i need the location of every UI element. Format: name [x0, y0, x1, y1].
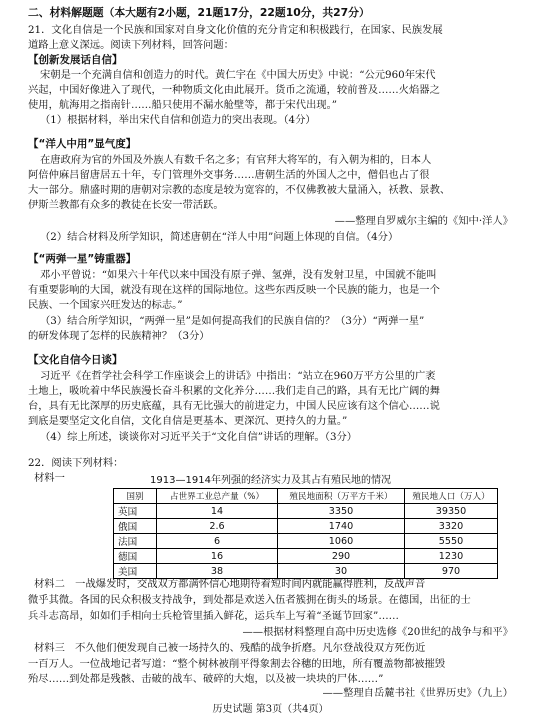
question-1: （1）根据材料，举出宋代自信和创造力的突出表现。（4分） [40, 114, 316, 126]
cell-pop: 5550 [405, 534, 498, 549]
table-row [114, 534, 498, 549]
block-2-source: ——整理自罗威尔主编的《知中·洋人》 [334, 215, 513, 227]
cell-industry: 14 [157, 504, 278, 519]
cell-area: 1740 [278, 519, 405, 534]
block-4-text-line-1: 习近平《在哲学社会科学工作座谈会上的讲话》中指出：“站立在960万平方公里的广袤 [40, 370, 436, 382]
material-3-line-1: 材料三 不久他们便发现自己被一场持久的、残酷的战争折磨。凡尔登战役双方死伤近 [34, 642, 426, 654]
col-header-colony-pop: 殖民地人口（万人） [405, 489, 498, 504]
block-1-text-line-2: 兴起，中国好像进入了现代，一种物质文化由此展开。货币之流通，较前普及……火焰器之 [28, 84, 440, 96]
cell-country: 美国 [114, 564, 157, 579]
cell-area: 290 [278, 549, 405, 564]
cell-industry: 38 [157, 564, 278, 579]
block-title-culture-today: 【文化自信今日谈】 [28, 354, 123, 366]
q21-intro-line-1: 21．文化自信是一个民族和国家对自身文化价值的充分肯定和积极践行，在国家、民族发展 [28, 24, 443, 36]
cell-pop: 3320 [405, 519, 498, 534]
cell-area: 1060 [278, 534, 405, 549]
question-4: （4）综上所述，谈谈你对习近平关于“文化自信”讲话的理解。（3分） [40, 431, 358, 443]
block-2-text-line-1: 在唐政府为官的外国及外族人有数千名之多；有官拜大将军的，有入朝为相的，日本人 [40, 154, 432, 166]
block-3-text-line-1: 邓小平曾说：“如果六十年代以来中国没有原子弹、氢弹，没有发射卫星，中国就不能叫 [40, 269, 437, 281]
cell-industry: 6 [157, 534, 278, 549]
page-footer: 历史试题 第3页（共4页） [212, 704, 329, 715]
q21-intro-line-2: 道路上意义深远。阅读下列材料，回答问题： [28, 39, 234, 51]
cell-industry: 16 [157, 549, 278, 564]
material-2-line-3: 兵斗志高昂，如如们手相向士兵枪管里插入鲜花，运兵车上写着“圣诞节回家”…… [28, 610, 399, 622]
block-4-text-line-3: 台，具有无比深厚的历史底蕴，具有无比强大的前进定力，中国人民应该有这个信心……说 [28, 400, 440, 412]
block-3-text-line-3: 民族、一个国家兴旺发达的标志。” [28, 299, 183, 311]
col-header-country: 国别 [114, 489, 157, 504]
cell-country: 英国 [114, 504, 157, 519]
cell-pop: 1230 [405, 549, 498, 564]
material-3-source: ——整理自岳麓书社《世界历史》（九上） [322, 687, 513, 699]
block-2-text-line-3: 大一部分。鼎盛时期的唐朝对宗教的态度是较为宽容的，不仅佛教被大量涌入，袄教、景教、 [28, 184, 451, 196]
question-3-line-1: （3）结合所学知识，“两弹一星”是如何提高我们的民族自信的？（3分）“两弹一星” [40, 315, 425, 327]
block-2-text-line-4: 伊斯兰教都有众多的教徒在长安一带活跃。 [28, 199, 224, 211]
colony-table [113, 488, 498, 579]
cell-country: 法国 [114, 534, 157, 549]
cell-pop: 970 [405, 564, 498, 579]
block-title-foreigners: 【“洋人中用”显气度】 [28, 138, 137, 150]
material-3-line-2: 一百万人。一位战地记者写道：“整个树林被削平得象割去谷穗的田地，所有覆盖物都被摧毁 [28, 658, 446, 670]
col-header-colony-area: 殖民地面积（万平方千米） [278, 489, 405, 504]
block-4-text-line-2: 土地上，吸吮着中华民族漫长奋斗积累的文化养分……我们走自己的路，具有无比广阔的舞 [28, 385, 440, 397]
block-title-two-bombs: 【“两弹一星”铸重器】 [28, 253, 137, 265]
question-3-line-2: 的研发体现了怎样的民族精神？（3分） [28, 330, 210, 342]
q22-intro: 22．阅读下列材料： [28, 457, 124, 469]
block-1-text-line-1: 宋朝是一个充满自信和创造力的时代。黄仁宇在《中国大历史》中说：“公元960年宋代 [40, 69, 436, 81]
material-1-label: 材料一 [34, 472, 65, 484]
cell-country: 德国 [114, 549, 157, 564]
col-header-industry: 占世界工业总产量（%） [157, 489, 278, 504]
block-3-text-line-2: 有重要影响的大国，就没有现在这样的国际地位。这些东西反映一个民族的能力，也是一个 [28, 284, 440, 296]
material-2-source: ——根据材料整理自高中历史选修《20世纪的战争与和平》 [242, 626, 513, 638]
table-caption: 1913—1914年列强的经济实力及其占有殖民地的情况 [150, 475, 391, 486]
cell-country: 俄国 [114, 519, 157, 534]
block-2-text-line-2: 阿倍仲麻吕留唐居五十年，专门管理外交事务……唐朝生活的外国人之中，僧侣也占了很 [28, 169, 430, 181]
question-2: （2）结合材料及所学知识，简述唐朝在“洋人中用”问题上体现的自信。（4分） [40, 231, 399, 243]
table-header-row [114, 489, 498, 504]
table-row [114, 519, 498, 534]
cell-industry: 2.6 [157, 519, 278, 534]
material-3-line-3: 殆尽……到处都是残骸、击破的战车、破碎的大炮，以及被一块块的尸体……” [28, 673, 384, 685]
block-title-innovation: 【创新发展话自信】 [28, 54, 123, 66]
section-heading: 二、材料解题题（本大题有2小题，21题17分，22题10分，共27分） [28, 6, 370, 19]
block-4-text-line-4: 到底是要坚定文化自信，文化自信是更基本、更深沉、更持久的力量。” [28, 415, 348, 427]
cell-area: 3350 [278, 504, 405, 519]
cell-area: 30 [278, 564, 405, 579]
material-2-line-2: 微乎其微。各国的民众积极支持战争，到处都是欢送入伍者簇拥在街头的场景。在德国，出征的士 [28, 594, 471, 606]
block-1-text-line-3: 使用，航海用之指南针……船只使用不漏水舱壁等，都于宋代出现。” [28, 99, 338, 111]
table-row [114, 549, 498, 564]
table-row [114, 504, 498, 519]
material-2-line-1: 材料二 一战爆发时，交战双方都满怀信心地期待着短时间内就能赢得胜利，反战声音 [34, 578, 426, 590]
cell-pop: 39350 [405, 504, 498, 519]
